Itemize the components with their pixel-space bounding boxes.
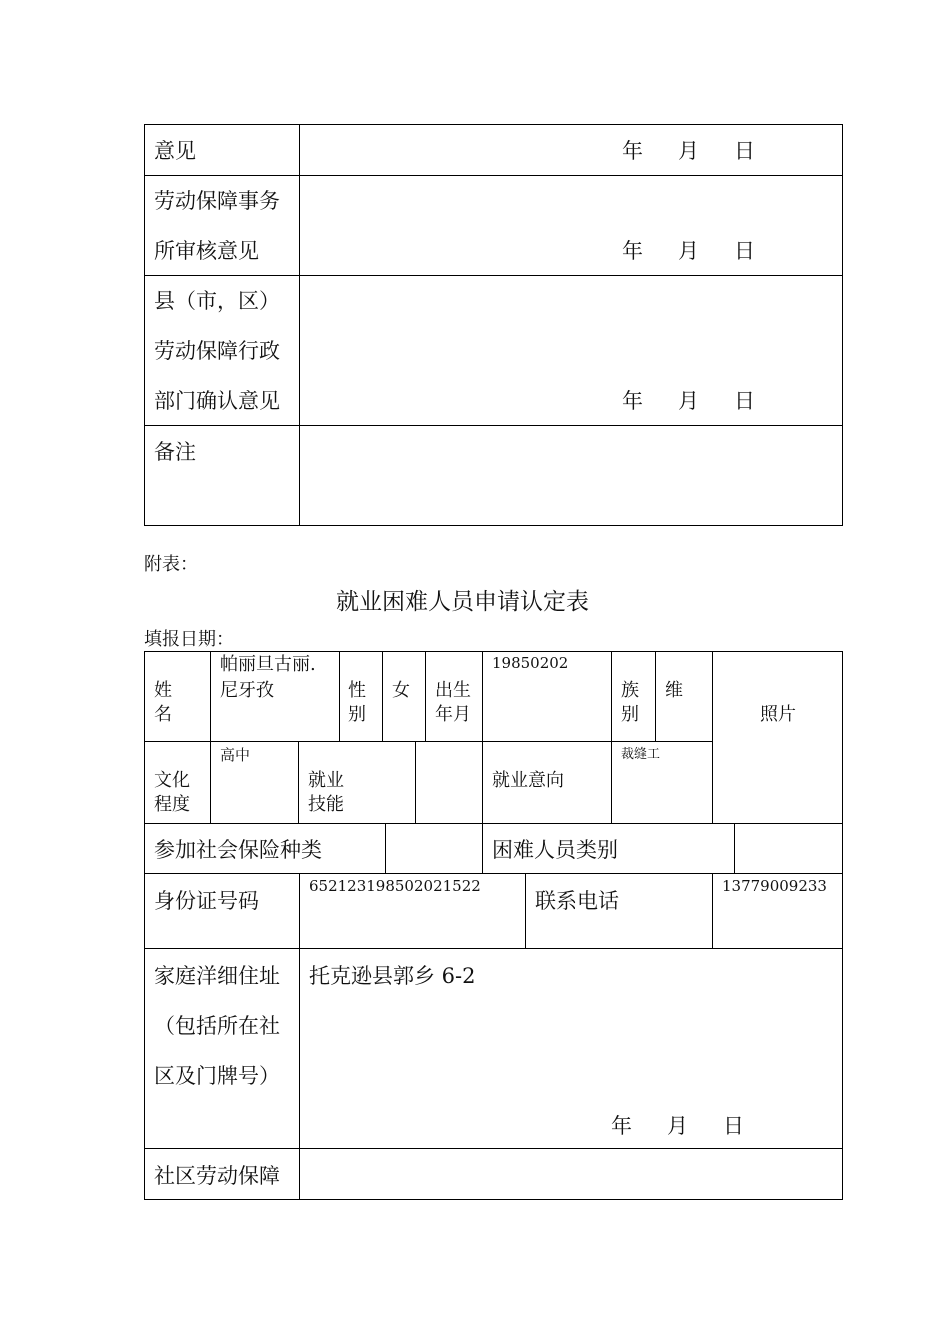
intent-label: 就业意向: [492, 770, 564, 791]
border: [299, 124, 300, 526]
border: [382, 651, 383, 742]
gender-label-line2: 别: [348, 704, 366, 725]
border: [144, 275, 843, 276]
birth-label-line2: 年月: [435, 704, 471, 725]
border: [425, 651, 426, 742]
date-day: 日: [734, 239, 755, 263]
name-value-line2: 尼牙孜: [220, 680, 274, 701]
name-label-line2: 名: [154, 704, 172, 725]
name-value-line1: 帕丽旦古丽.: [220, 654, 316, 675]
date-day: 日: [723, 1114, 744, 1138]
insurance-label: 参加社会保险种类: [154, 838, 322, 862]
ethnicity-label-line2: 别: [621, 704, 639, 725]
dept-confirm-label-line1: 县（市，区）: [154, 289, 280, 313]
border: [712, 651, 713, 824]
border: [525, 873, 526, 949]
category-label: 困难人员类别: [492, 838, 618, 862]
border: [144, 1199, 843, 1200]
date-month: 月: [678, 139, 699, 163]
office-review-label-line2: 所审核意见: [154, 239, 259, 263]
photo-label: 照片: [760, 704, 796, 725]
border: [144, 741, 713, 742]
border: [144, 124, 145, 526]
date-month: 月: [667, 1114, 688, 1138]
skill-label-line1: 就业: [308, 770, 344, 791]
phone-label: 联系电话: [535, 889, 619, 913]
date-month: 月: [678, 389, 699, 413]
date-year: 年: [622, 239, 643, 263]
border: [482, 651, 483, 742]
border: [385, 823, 386, 874]
border: [298, 741, 299, 824]
border: [482, 741, 483, 824]
date-day: 日: [734, 139, 755, 163]
border: [144, 525, 843, 526]
education-label-line2: 程度: [154, 794, 190, 815]
date-month: 月: [678, 239, 699, 263]
border: [734, 823, 735, 874]
address-label-line3: 区及门牌号）: [154, 1064, 280, 1088]
dept-confirm-label-line2: 劳动保障行政: [154, 339, 280, 363]
appendix-label: 附表：: [144, 554, 198, 575]
border: [299, 948, 300, 1200]
border: [144, 425, 843, 426]
opinion-label: 意见: [154, 139, 196, 163]
dept-confirm-label-line3: 部门确认意见: [154, 389, 280, 413]
date-day: 日: [734, 389, 755, 413]
fill-date-label: 填报日期：: [144, 629, 234, 650]
phone-value: 13779009233: [722, 877, 827, 895]
gender-value: 女: [392, 680, 410, 701]
border: [611, 741, 612, 824]
border: [842, 124, 843, 526]
date-year: 年: [611, 1114, 632, 1138]
date-year: 年: [622, 389, 643, 413]
border: [144, 948, 843, 949]
ethnicity-value: 维: [665, 680, 683, 701]
border: [144, 1148, 843, 1149]
birth-label-line1: 出生: [435, 680, 471, 701]
skill-label-line2: 技能: [308, 794, 344, 815]
intent-value: 裁缝工: [621, 747, 661, 762]
border: [611, 651, 612, 742]
border: [415, 741, 416, 824]
name-label-line1: 姓: [154, 680, 172, 701]
border: [842, 651, 843, 1200]
remarks-label: 备注: [154, 440, 196, 464]
address-value: 托克逊县郭乡 6-2: [309, 964, 476, 988]
form-title: 就业困难人员申请认定表: [336, 589, 589, 615]
border: [339, 651, 340, 742]
birth-value: 19850202: [492, 654, 569, 672]
border: [144, 823, 843, 824]
date-year: 年: [622, 139, 643, 163]
ethnicity-label-line1: 族: [621, 680, 639, 701]
education-value: 高中: [220, 746, 251, 764]
address-label-line2: （包括所在社: [154, 1014, 280, 1038]
id-number-label: 身份证号码: [154, 889, 259, 913]
border: [655, 651, 656, 742]
border: [144, 124, 843, 125]
border: [144, 175, 843, 176]
border: [482, 823, 483, 874]
address-label-line1: 家庭洋细住址: [154, 964, 280, 988]
border: [210, 651, 211, 742]
office-review-label-line1: 劳动保障事务: [154, 189, 280, 213]
community-label: 社区劳动保障: [154, 1164, 280, 1188]
border: [144, 873, 843, 874]
education-label-line1: 文化: [154, 770, 190, 791]
gender-label-line1: 性: [348, 680, 366, 701]
id-number-value: 652123198502021522: [309, 877, 481, 895]
border: [210, 741, 211, 824]
border: [144, 651, 145, 1200]
border: [144, 651, 843, 652]
border: [712, 873, 713, 949]
border: [299, 873, 300, 949]
